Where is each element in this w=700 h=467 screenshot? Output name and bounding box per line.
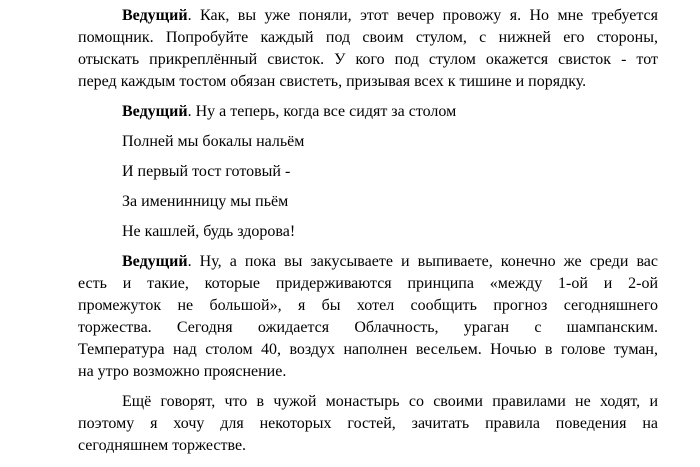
text-line: есть и такие, которые придерживаются принципа «между 1-ой и 2-ой <box>78 275 658 292</box>
text-paragraph <box>78 191 658 213</box>
text-line: на утро возможно прояснение. <box>78 363 287 380</box>
text-line: промежуток не большой», я бы хотел сообщить прогноз сегодняшнего <box>78 297 658 314</box>
text-paragraph <box>78 221 658 243</box>
text-paragraph <box>78 131 658 153</box>
text-line: Ведущий. Ну а теперь, когда все сидят за столом <box>122 103 457 120</box>
text-line: Не кашлей, будь здорова! <box>122 223 296 240</box>
speech-paragraph <box>78 251 658 383</box>
text-line: отыскать прикреплённый свисток. У кого под стулом окажется свисток - тот <box>78 51 658 68</box>
speech-paragraph <box>78 101 658 123</box>
text-paragraph <box>78 161 658 183</box>
text-line: За именинницу мы пьём <box>122 193 289 210</box>
text-line: Температура над столом 40, воздух наполнен весельем. Ночью в голове туман, <box>78 341 658 358</box>
text-line: Ведущий. Ну, а пока вы закусываете и выпиваете, конечно же среди вас <box>122 253 658 270</box>
text-paragraph <box>78 391 658 457</box>
speaker-label: Ведущий <box>122 253 188 270</box>
text-line: перед каждым тостом обязан свистеть, призывая всех к тишине и порядку. <box>78 73 587 90</box>
speaker-label: Ведущий <box>122 103 188 120</box>
text-line: поэтому я хочу для некоторых гостей, зачитать правила поведения на <box>78 415 658 432</box>
text-line: Полней мы бокалы нальём <box>122 133 305 150</box>
speech-paragraph <box>78 5 658 93</box>
text-line: сегодняшнем торжестве. <box>78 437 247 454</box>
text-line: Ведущий. Как, вы уже поняли, этот вечер провожу я. Но мне требуется <box>122 7 658 24</box>
text-line: И первый тост готовый - <box>122 163 291 180</box>
text-line: Ещё говорят, что в чужой монастырь со своими правилами не ходят, и <box>122 393 658 410</box>
text-line: торжества. Сегодня ожидается Облачность, ураган с шампанским. <box>78 319 658 336</box>
speaker-label: Ведущий <box>122 7 188 24</box>
text-line: помощник. Попробуйте каждый под своим стулом, с нижней его стороны, <box>78 29 658 46</box>
